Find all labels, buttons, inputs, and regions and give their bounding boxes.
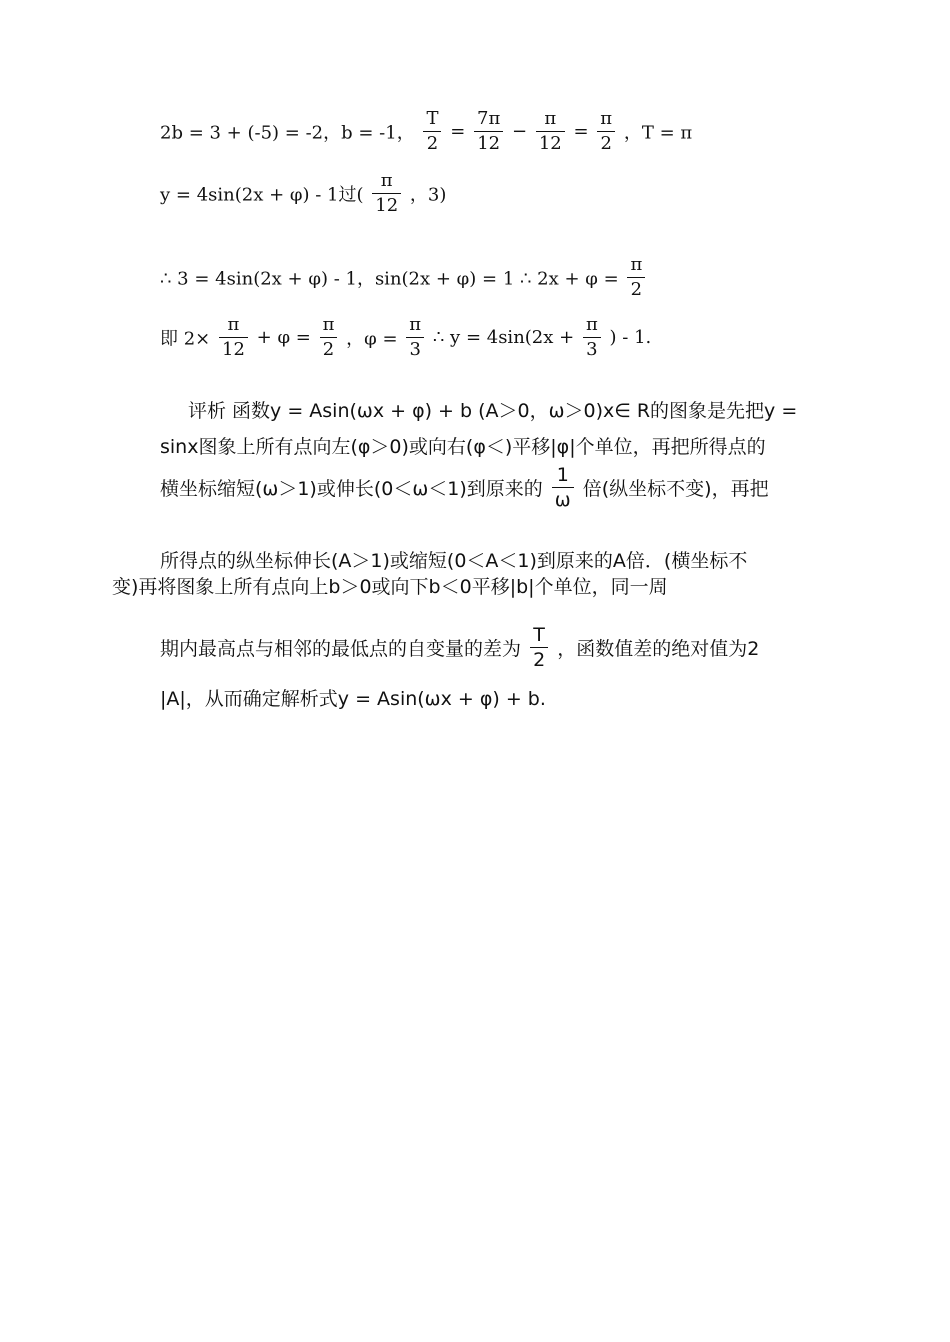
fraction-pi-over-2: $\frac{\pi}{2}$ — [597, 108, 615, 155]
fraction-1-over-omega: $\frac{1}{\omega}$ — [552, 464, 574, 511]
comment-line-5: 变)再将图象上所有点向上b＞0或向下b＜0平移|b|个单位，同一周 — [112, 576, 668, 598]
comment-line-7: |A|，从而确定解析式y = Asin(ωx + φ) + b. — [160, 688, 546, 710]
eq1-tail: ，T = π — [623, 122, 693, 144]
comment-line-2: sinx图象上所有点向左(φ＞0)或向右(φ＜)平移|φ|个单位，再把所得点的 — [160, 436, 766, 458]
eq4-tail: ) - 1. — [609, 327, 652, 348]
fraction-pi-over-2: $\frac{\pi}{2}$ — [320, 314, 338, 361]
equation-line-3 — [160, 254, 648, 301]
eq2-lead: y = 4sin(2x + φ) - 1过( — [160, 184, 364, 206]
eq1-lead: 2b = 3 + (-5) = -2，b = -1， — [160, 122, 415, 144]
fraction-t-over-2: $\frac{T}{2}$ — [423, 108, 441, 155]
fraction-pi-over-12: $\frac{\pi}{12}$ — [372, 170, 401, 217]
equation-line-4: 即 2× $\frac{\pi}{12}$ + φ = $\frac{\pi}{2}$ ，φ = $\frac{\pi}{3}$ ∴ y = 4sin(2x + $\frac{\pi}{3}$ ) - 1. — [160, 314, 652, 360]
equation-line-1: 2b = 3 + (-5) = -2，b = -1， $\frac{T}{2}$ = $\frac{7\pi}{12}$ − $\frac{\pi}{12}$ = $\frac{\pi}{2}$ ，T = π — [160, 108, 693, 154]
fraction-pi-over-3: $\frac{\pi}{3}$ — [406, 314, 424, 361]
fraction-pi-over-3-b: $\frac{\pi}{3}$ — [583, 314, 601, 361]
comment-line-3: 横坐标缩短(ω＞1)或伸长(0＜ω＜1)到原来的 $\frac{1}{\omega}$ 倍(纵坐标不变)，再把 — [160, 464, 769, 511]
comment-line-4: 所得点的纵坐标伸长(A＞1)或缩短(0＜A＜1)到原来的A倍．(横坐标不 — [160, 550, 748, 572]
comment-line-1: 评析 函数y = Asin(ωx + φ) + b (A＞0，ω＞0)x∈ R的图象是先把y = — [188, 400, 798, 422]
fraction-pi-over-2: $\frac{\pi}{2}$ — [627, 254, 645, 301]
fraction-pi-over-12: $\frac{\pi}{12}$ — [219, 314, 248, 361]
eq2-tail: ，3) — [409, 184, 447, 206]
comment-line-6: 期内最高点与相邻的最低点的自变量的差为 $\frac{T}{2}$ ，函数值差的绝对值为2 — [160, 624, 760, 671]
fraction-t-over-2: $\frac{T}{2}$ — [530, 624, 548, 671]
eq4-lead: 即 2× — [160, 328, 211, 350]
fraction-7pi-over-12: $\frac{7\pi}{12}$ — [474, 108, 503, 155]
eq3-lead: ∴ 3 = 4sin(2x + φ) - 1，sin(2x + φ) = 1 ∴ 2x + φ = — [160, 268, 625, 290]
equation-line-2 — [160, 170, 446, 217]
fraction-pi-over-12: $\frac{\pi}{12}$ — [536, 108, 565, 155]
